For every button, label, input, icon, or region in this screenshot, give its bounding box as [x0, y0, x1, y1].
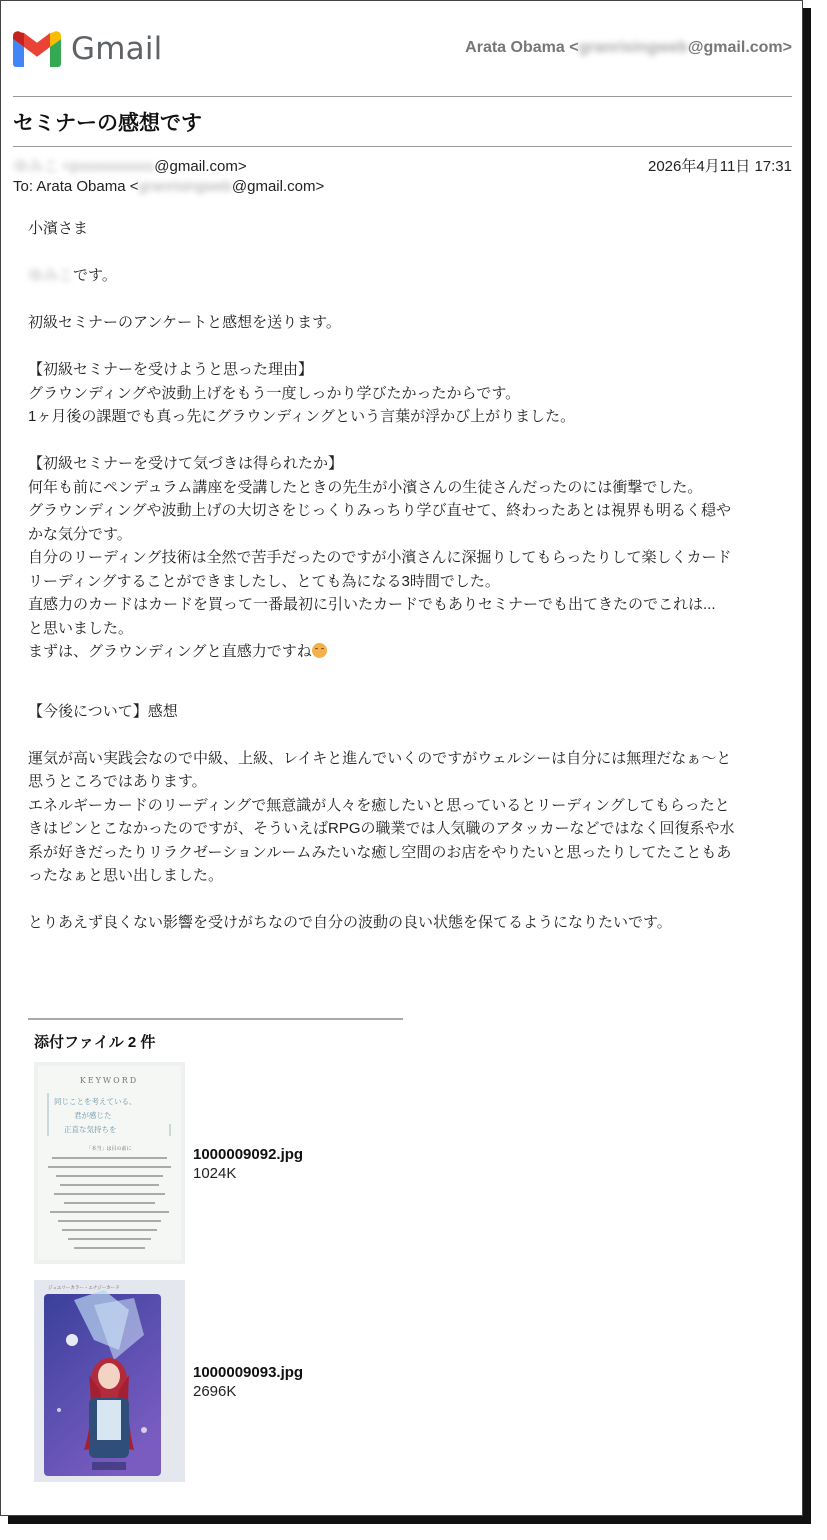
attachment-thumbnail[interactable]	[34, 1280, 185, 1482]
body-line: と思いました。	[28, 619, 134, 637]
lead-line: 初級セミナーのアンケートと感想を送ります。	[28, 314, 341, 331]
message-date: 2026年4月11日 17:31	[648, 158, 792, 175]
body-line: 1ヶ月後の課題でも真っ先にグラウンディングという言葉が浮かび上がりました。	[28, 408, 576, 425]
svg-text:ジュエリーカラー・エナジーカード: ジュエリーカラー・エナジーカード	[48, 1286, 120, 1291]
section-heading: 【初級セミナーを受けて気づきは得られたか】	[28, 455, 344, 472]
account-email: Arata Obama <granrisingweb@gmail.com>	[465, 39, 792, 56]
attachment-filesize: 2696K	[193, 1383, 237, 1400]
attachments-title: 添付ファイル 2 件	[34, 1034, 156, 1051]
divider	[13, 146, 792, 147]
body-line: 直感力のカードはカードを買って一番最初に引いたカードでもありセミナーでも出てきたのでこれは...	[28, 596, 716, 613]
section-heading: 【初級セミナーを受けようと思った理由】	[28, 361, 314, 378]
body-line: 運気が高い実践会なので中級、上級、レイキと進んでいくのですがウェルシーは自分には無理だなぁ〜と	[28, 749, 732, 767]
recipient-line: To: Arata Obama <granrisingweb@gmail.com>	[13, 178, 325, 195]
gmail-wordmark: Gmail	[71, 31, 163, 67]
body-line: まずは、グラウンディングと直感力ですね	[28, 640, 773, 664]
message-meta	[13, 157, 792, 197]
svg-text:正直な気持ちを: 正直な気持ちを	[64, 1125, 117, 1134]
body-line: 自分のリーディング技術は全然で苦手だったのですが小濱さんに深掘りしてもらったりして楽しくカード	[28, 549, 732, 566]
redacted-email: granrisingweb	[578, 39, 688, 56]
email-subject: セミナーの感想です	[13, 112, 202, 135]
attachment-filename[interactable]: 1000009093.jpg	[193, 1364, 304, 1381]
body-line: きはピンとこなかったのですが、そういえばRPGの職業では人気職のアタッカーなどではなく回復系や水	[28, 820, 735, 837]
energy-card-image	[34, 1280, 185, 1482]
body-line: かな気分です。	[28, 525, 132, 543]
smiling-face-icon	[312, 643, 327, 658]
svg-text:同じことを考えている、: 同じことを考えている、	[54, 1097, 137, 1106]
body-line: グラウンディングや波動上げの大切さをじっくりみっちり学び直せて、終わったあとは視界も明るく穏や	[28, 502, 732, 519]
attachments-divider	[28, 1018, 403, 1020]
sender-line: ゆみこ <pxxxxxxxxxx@gmail.com>	[13, 158, 247, 175]
redacted-recipient: granrisingweb	[138, 178, 232, 195]
header	[13, 27, 792, 71]
attachment-thumbnail[interactable]	[34, 1062, 185, 1264]
body-line: 何年も前にペンデュラム講座を受講したときの先生が小濱さんの生徒さんだったのには衝撃でした。	[28, 478, 703, 496]
greeting: 小濱さま	[28, 220, 89, 237]
body-line: エネルギーカードのリーディングで無意識が人々を癒したいと思っているとリーディングしてもらったと	[28, 796, 730, 814]
body-line: リーディングすることができましたし、とても為になる3時間でした。	[28, 572, 500, 590]
attachment-item[interactable]	[34, 1062, 784, 1264]
redacted-sender: ゆみこ <p	[13, 158, 80, 175]
svg-text:君が感じた: 君が感じた	[74, 1111, 112, 1120]
closing-line: とりあえず良くない影響を受けがちなので自分の波動の良い状態を保てるようになりたいです。	[28, 914, 672, 931]
keyword-card-image	[34, 1062, 185, 1264]
email-body	[28, 217, 773, 958]
body-line: 系が好きだったりリラクゼーションルームみたいな癒し空間のお店をやりたいと思ったりしてたこともあ	[28, 843, 732, 861]
intro-line: ゆみこです。	[28, 267, 117, 284]
gmail-logo	[13, 31, 162, 67]
section-heading: 【今後について】感想	[28, 702, 178, 720]
body-line: グラウンディングや波動上げをもう一度しっかり学びたかったからです。	[28, 384, 521, 402]
attachment-filename[interactable]: 1000009092.jpg	[193, 1146, 304, 1163]
body-line: 思うところではあります。	[28, 773, 207, 790]
gmail-m-icon	[13, 31, 61, 67]
svg-text:KEYWORD: KEYWORD	[79, 1076, 139, 1085]
body-line: ったなぁと思い出しました。	[28, 867, 224, 884]
divider	[13, 96, 792, 97]
attachment-item[interactable]	[34, 1280, 784, 1482]
attachment-filesize: 1024K	[193, 1165, 237, 1182]
svg-text:「本当」は目の前に: 「本当」は目の前に	[86, 1146, 132, 1152]
